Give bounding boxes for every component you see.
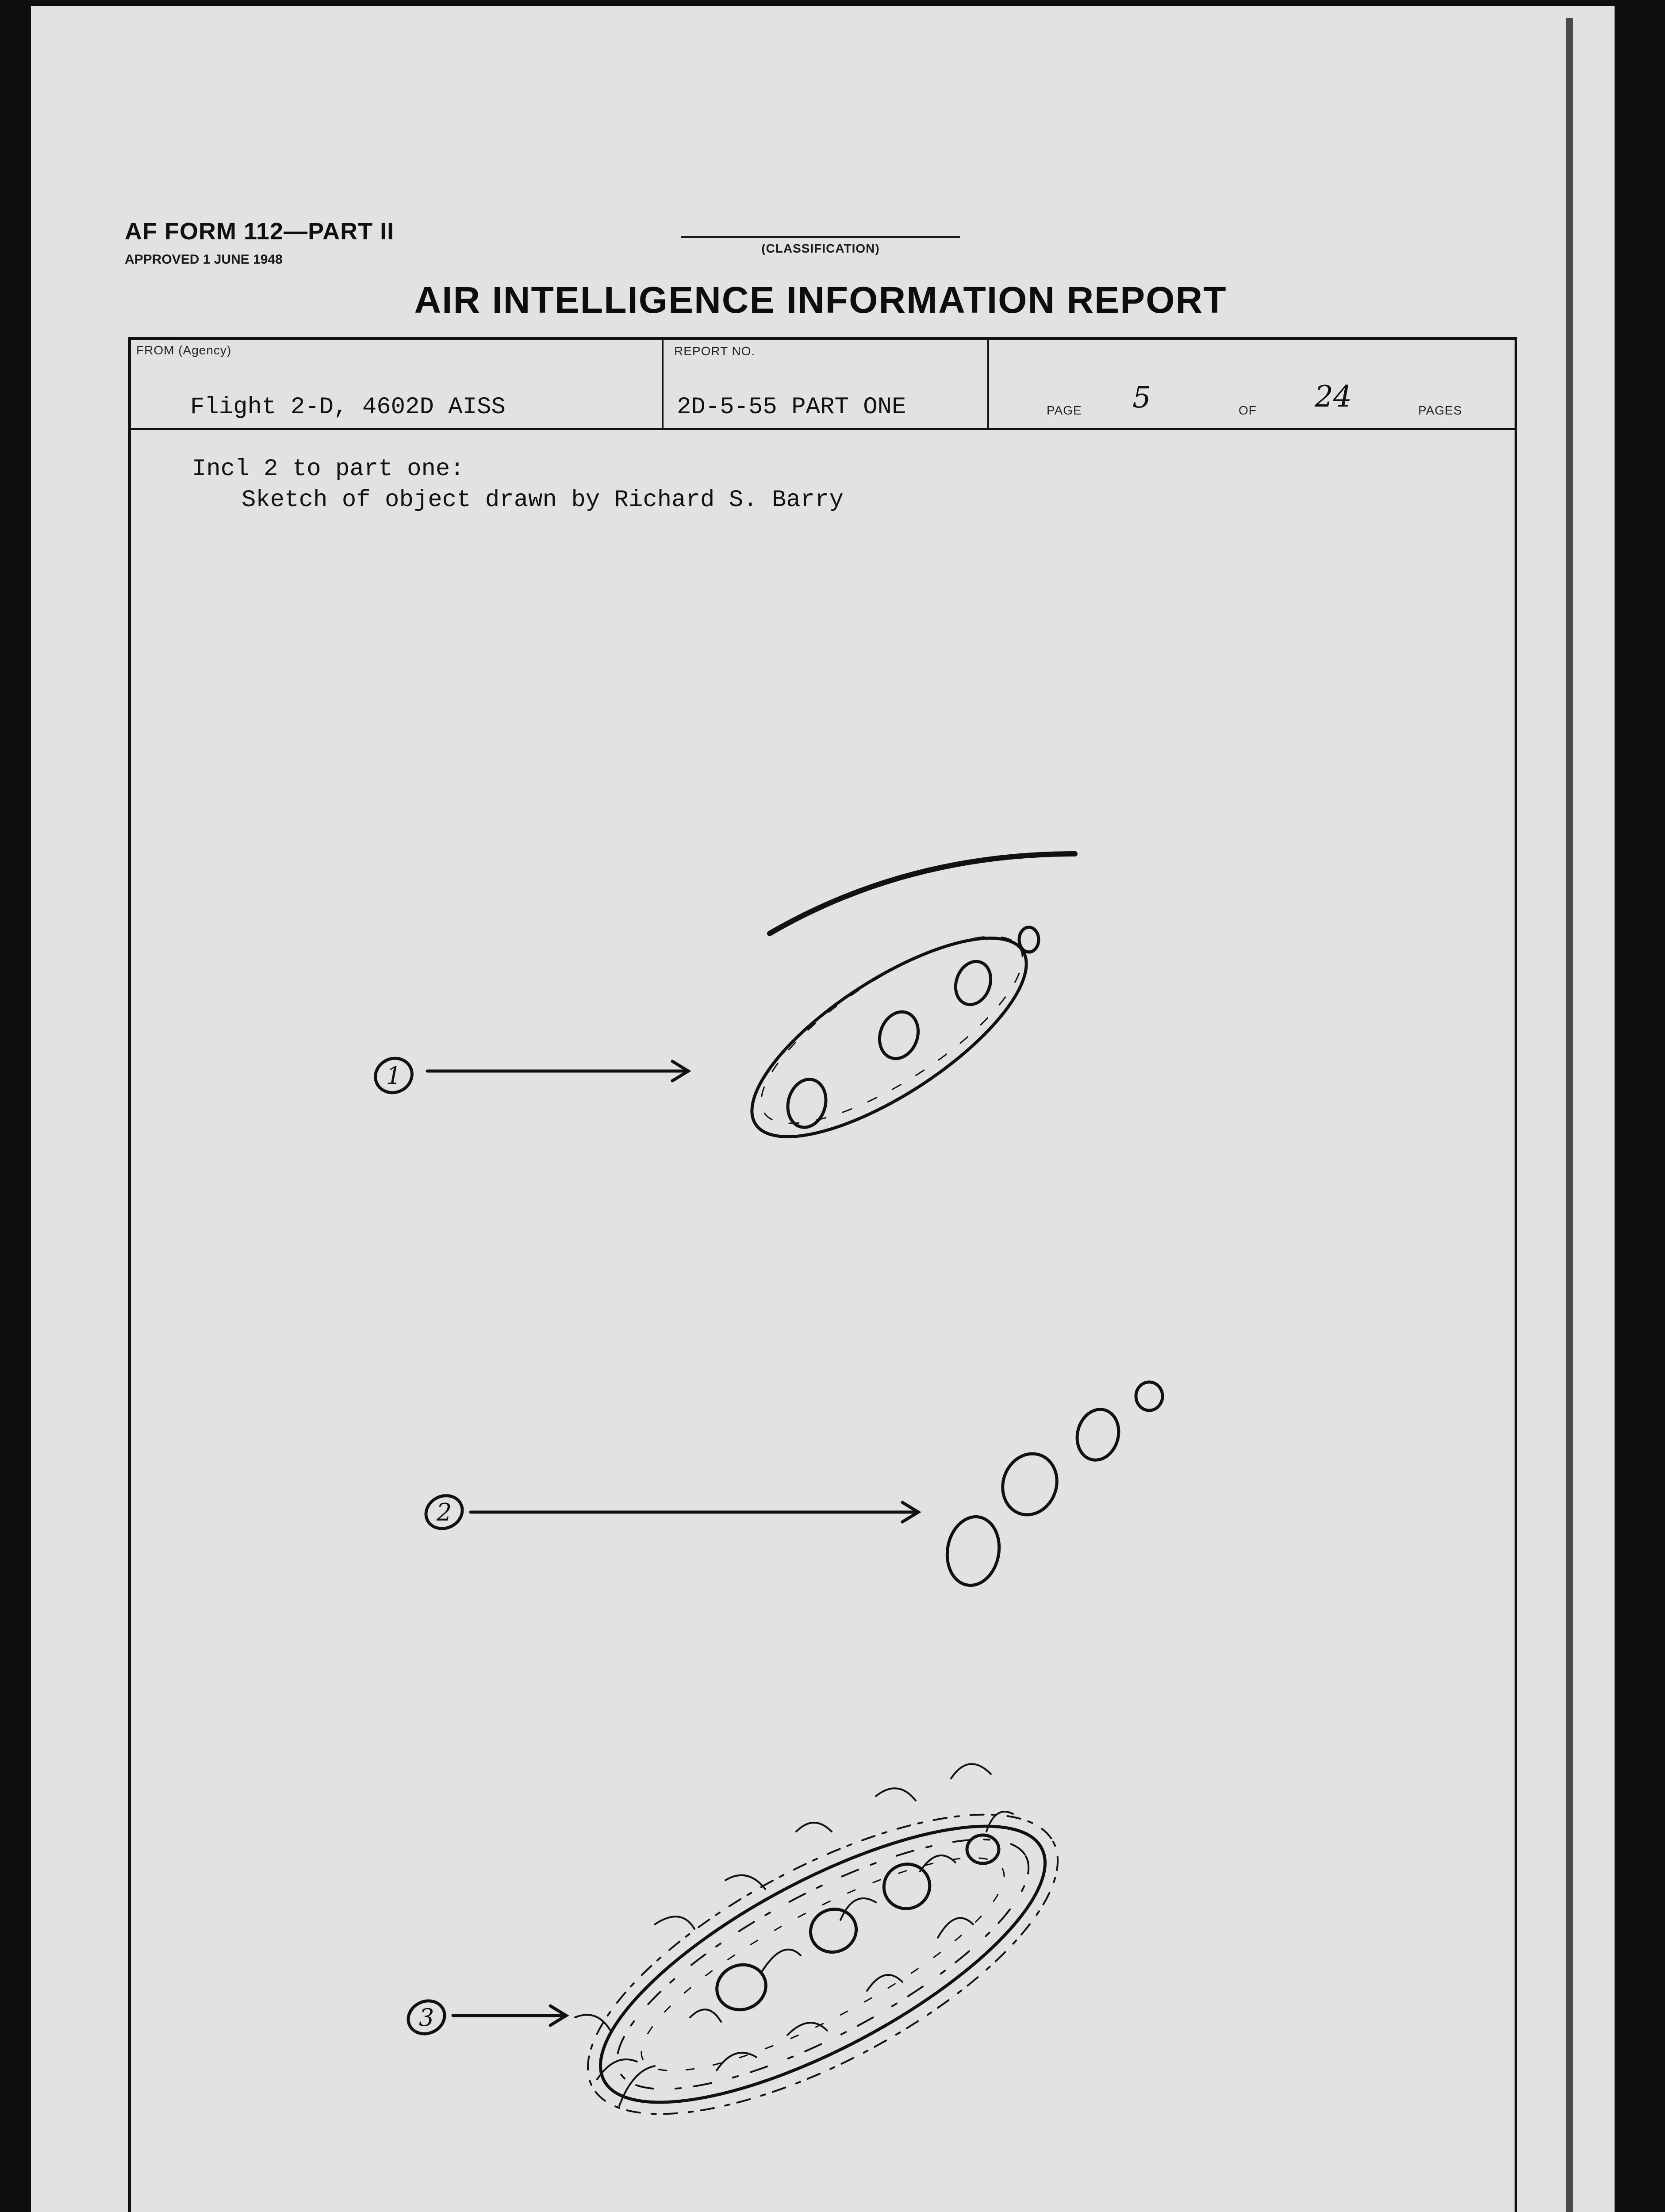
page-label: PAGE xyxy=(1047,403,1082,417)
of-value: 24 xyxy=(1315,380,1352,414)
arrow-2 xyxy=(471,1502,918,1522)
pages-label: PAGES xyxy=(1418,403,1462,417)
sketch-label-3: 3 xyxy=(418,2004,434,2032)
sketch-caption: Sketch of object drawn by Richard S. Barry xyxy=(242,487,844,514)
report-no-label: REPORT NO. xyxy=(674,344,756,358)
inclosure-line: Incl 2 to part one: xyxy=(192,456,464,483)
sketch-2-lights xyxy=(942,1382,1162,1590)
from-label: FROM (Agency) xyxy=(136,343,232,357)
arrow-1 xyxy=(427,1061,688,1081)
sketch-1-object xyxy=(724,854,1075,1172)
sketch-label-2: 2 xyxy=(436,1498,452,1526)
sketch-label-1: 1 xyxy=(386,1062,402,1090)
of-label: OF xyxy=(1239,403,1257,417)
report-title: AIR INTELLIGENCE INFORMATION REPORT xyxy=(414,279,1227,321)
report-no-value: 2D-5-55 PART ONE xyxy=(677,394,906,421)
page-value: 5 xyxy=(1132,380,1151,415)
sketch-3-fuzzy-object xyxy=(547,1756,1099,2173)
form-identifier: AF FORM 112—PART II xyxy=(125,218,395,245)
classification-label-top: (CLASSIFICATION) xyxy=(761,242,880,255)
from-value: Flight 2-D, 4602D AISS xyxy=(190,394,506,421)
arrow-3 xyxy=(453,2006,566,2025)
approval-date: APPROVED 1 JUNE 1948 xyxy=(125,252,283,267)
